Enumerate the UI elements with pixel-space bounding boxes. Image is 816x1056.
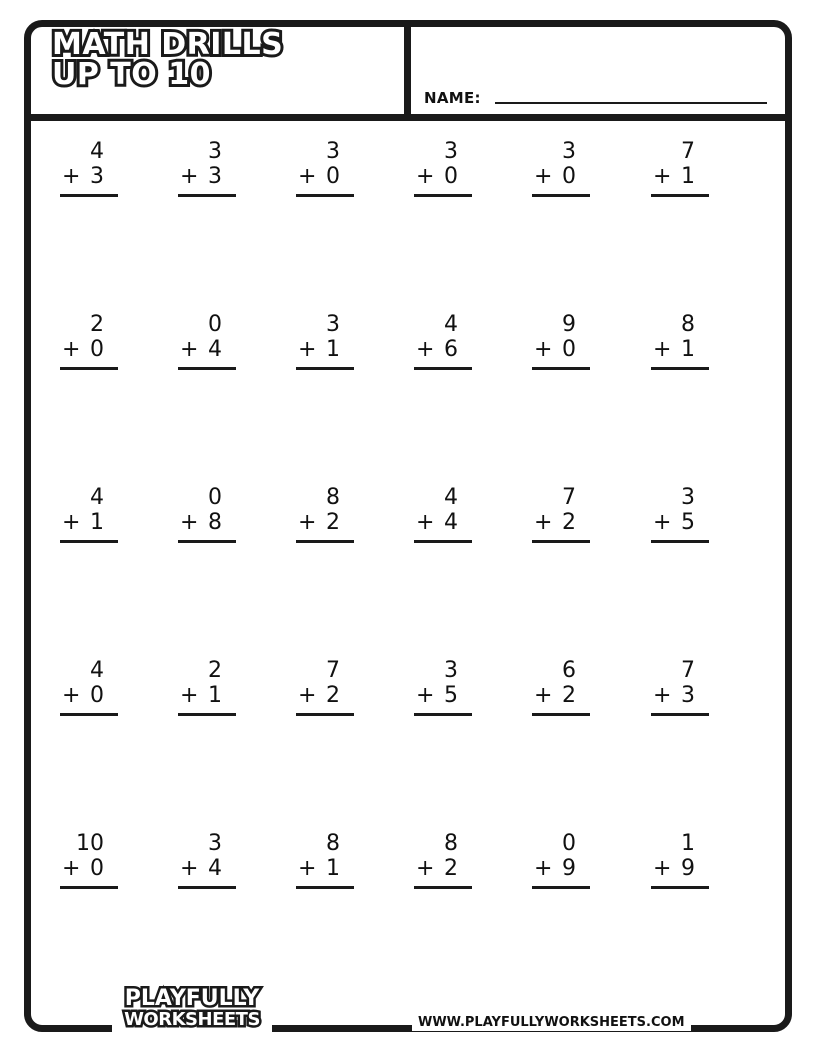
problem-bottom-number: 1 — [326, 856, 340, 881]
answer-line[interactable] — [178, 194, 236, 197]
problem — [414, 660, 474, 720]
problem — [532, 141, 592, 201]
problem-top-number: 8 — [444, 831, 458, 856]
answer-line[interactable] — [178, 886, 236, 889]
problem-operator: + — [62, 683, 81, 708]
problem-operator: + — [298, 164, 317, 189]
header-divider-vertical — [404, 20, 411, 118]
logo-line-1: PLAYFULLY — [124, 986, 260, 1011]
problem-operator: + — [298, 510, 317, 535]
answer-line[interactable] — [414, 713, 472, 716]
problem-bottom-number: 2 — [326, 683, 340, 708]
problem — [296, 487, 356, 547]
answer-line[interactable] — [651, 886, 709, 889]
problem-bottom-number: 5 — [681, 510, 695, 535]
problem-operator: + — [180, 510, 199, 535]
problem — [532, 660, 592, 720]
answer-line[interactable] — [60, 713, 118, 716]
problem — [414, 833, 474, 893]
problem-bottom-number: 2 — [326, 510, 340, 535]
problem — [414, 487, 474, 547]
answer-line[interactable] — [414, 367, 472, 370]
problem — [60, 660, 120, 720]
problem — [178, 314, 238, 374]
problem-top-number: 6 — [562, 658, 576, 683]
problem-top-number: 4 — [90, 139, 104, 164]
problem-bottom-number: 1 — [208, 683, 222, 708]
problem-operator: + — [653, 337, 672, 362]
problem-operator: + — [534, 683, 553, 708]
problem-bottom-number: 2 — [444, 856, 458, 881]
problem-top-number: 0 — [562, 831, 576, 856]
answer-line[interactable] — [60, 540, 118, 543]
problem-operator: + — [534, 337, 553, 362]
problem-top-number: 3 — [444, 658, 458, 683]
problem-top-number: 7 — [326, 658, 340, 683]
problem — [296, 833, 356, 893]
answer-line[interactable] — [414, 540, 472, 543]
answer-line[interactable] — [651, 713, 709, 716]
problem — [532, 833, 592, 893]
problem — [60, 314, 120, 374]
problem — [60, 487, 120, 547]
problem-bottom-number: 0 — [90, 337, 104, 362]
answer-line[interactable] — [532, 886, 590, 889]
problem-operator: + — [62, 510, 81, 535]
problem-operator: + — [653, 164, 672, 189]
problem-top-number: 9 — [562, 312, 576, 337]
problem — [296, 314, 356, 374]
problem-top-number: 2 — [208, 658, 222, 683]
problem — [651, 487, 711, 547]
problem-top-number: 3 — [208, 831, 222, 856]
problem-operator: + — [416, 164, 435, 189]
problem-top-number: 4 — [444, 485, 458, 510]
problem-top-number: 4 — [90, 485, 104, 510]
problem-top-number: 3 — [208, 139, 222, 164]
problem — [60, 833, 120, 893]
problem-operator: + — [653, 683, 672, 708]
problem-top-number: 3 — [562, 139, 576, 164]
answer-line[interactable] — [532, 367, 590, 370]
problem — [414, 141, 474, 201]
problem-bottom-number: 4 — [208, 337, 222, 362]
answer-line[interactable] — [532, 713, 590, 716]
problem — [296, 660, 356, 720]
problem-bottom-number: 0 — [562, 337, 576, 362]
problem-top-number: 7 — [681, 139, 695, 164]
problem-top-number: 0 — [208, 485, 222, 510]
problem-bottom-number: 0 — [562, 164, 576, 189]
problem-operator: + — [653, 856, 672, 881]
problem-top-number: 8 — [681, 312, 695, 337]
answer-line[interactable] — [178, 367, 236, 370]
problem — [178, 833, 238, 893]
answer-line[interactable] — [296, 713, 354, 716]
problem-top-number: 3 — [326, 139, 340, 164]
problem-bottom-number: 0 — [326, 164, 340, 189]
problem-bottom-number: 0 — [444, 164, 458, 189]
problem-bottom-number: 3 — [681, 683, 695, 708]
problem-top-number: 2 — [90, 312, 104, 337]
problem-bottom-number: 1 — [326, 337, 340, 362]
answer-line[interactable] — [178, 713, 236, 716]
answer-line[interactable] — [296, 194, 354, 197]
problem-top-number: 7 — [562, 485, 576, 510]
problem-top-number: 0 — [208, 312, 222, 337]
problem — [178, 660, 238, 720]
problem-top-number: 3 — [326, 312, 340, 337]
problem-operator: + — [180, 337, 199, 362]
answer-line[interactable] — [651, 367, 709, 370]
problem — [532, 487, 592, 547]
problem-operator: + — [180, 683, 199, 708]
problem-operator: + — [298, 337, 317, 362]
problem-operator: + — [180, 856, 199, 881]
problem-bottom-number: 1 — [681, 164, 695, 189]
name-field-line[interactable] — [495, 102, 767, 104]
problem-operator: + — [180, 164, 199, 189]
answer-line[interactable] — [532, 194, 590, 197]
problem — [60, 141, 120, 201]
problem-operator: + — [62, 337, 81, 362]
problem-bottom-number: 1 — [90, 510, 104, 535]
problem-operator: + — [416, 856, 435, 881]
problem-operator: + — [298, 856, 317, 881]
logo-line-2: WORKSHEETS — [124, 1009, 260, 1030]
footer-url: WWW.PLAYFULLYWORKSHEETS.COM — [412, 1015, 691, 1031]
answer-line[interactable] — [296, 886, 354, 889]
problem-top-number: 7 — [681, 658, 695, 683]
worksheet-title — [52, 27, 284, 92]
problem — [651, 141, 711, 201]
problem — [414, 314, 474, 374]
problem-top-number: 3 — [444, 139, 458, 164]
problem-operator: + — [653, 510, 672, 535]
problem — [178, 487, 238, 547]
problem-bottom-number: 0 — [90, 683, 104, 708]
problem-operator: + — [534, 510, 553, 535]
answer-line[interactable] — [532, 540, 590, 543]
problem-bottom-number: 4 — [208, 856, 222, 881]
answer-line[interactable] — [60, 886, 118, 889]
answer-line[interactable] — [414, 194, 472, 197]
problem-top-number: 10 — [76, 831, 104, 856]
problem-bottom-number: 4 — [444, 510, 458, 535]
answer-line[interactable] — [651, 540, 709, 543]
answer-line[interactable] — [60, 194, 118, 197]
problem-bottom-number: 6 — [444, 337, 458, 362]
problem-top-number: 8 — [326, 485, 340, 510]
answer-line[interactable] — [296, 540, 354, 543]
answer-line[interactable] — [651, 194, 709, 197]
problem — [178, 141, 238, 201]
problem-bottom-number: 8 — [208, 510, 222, 535]
answer-line[interactable] — [178, 540, 236, 543]
playfully-worksheets-logo — [112, 988, 272, 1034]
problem-bottom-number: 1 — [681, 337, 695, 362]
title-line-1: MATH DRILLS — [52, 27, 284, 62]
title-line-2: UP TO 10 — [52, 57, 211, 92]
problem-bottom-number: 3 — [208, 164, 222, 189]
problem-operator: + — [534, 164, 553, 189]
problem-bottom-number: 0 — [90, 856, 104, 881]
problem-operator: + — [62, 164, 81, 189]
problem-top-number: 1 — [681, 831, 695, 856]
problem-operator: + — [298, 683, 317, 708]
problem-bottom-number: 2 — [562, 683, 576, 708]
problem-operator: + — [416, 337, 435, 362]
problem-top-number: 4 — [444, 312, 458, 337]
problem-operator: + — [534, 856, 553, 881]
problem — [296, 141, 356, 201]
problem — [651, 660, 711, 720]
name-label: NAME: — [424, 89, 481, 107]
answer-line[interactable] — [414, 886, 472, 889]
problem-operator: + — [416, 683, 435, 708]
problem-top-number: 3 — [681, 485, 695, 510]
problem-bottom-number: 9 — [562, 856, 576, 881]
problem — [651, 833, 711, 893]
problem-operator: + — [62, 856, 81, 881]
problem-top-number: 8 — [326, 831, 340, 856]
problem-bottom-number: 3 — [90, 164, 104, 189]
problem-bottom-number: 9 — [681, 856, 695, 881]
problem-top-number: 4 — [90, 658, 104, 683]
problem-bottom-number: 5 — [444, 683, 458, 708]
problem — [532, 314, 592, 374]
problem — [651, 314, 711, 374]
answer-line[interactable] — [296, 367, 354, 370]
answer-line[interactable] — [60, 367, 118, 370]
problem-bottom-number: 2 — [562, 510, 576, 535]
problem-operator: + — [416, 510, 435, 535]
